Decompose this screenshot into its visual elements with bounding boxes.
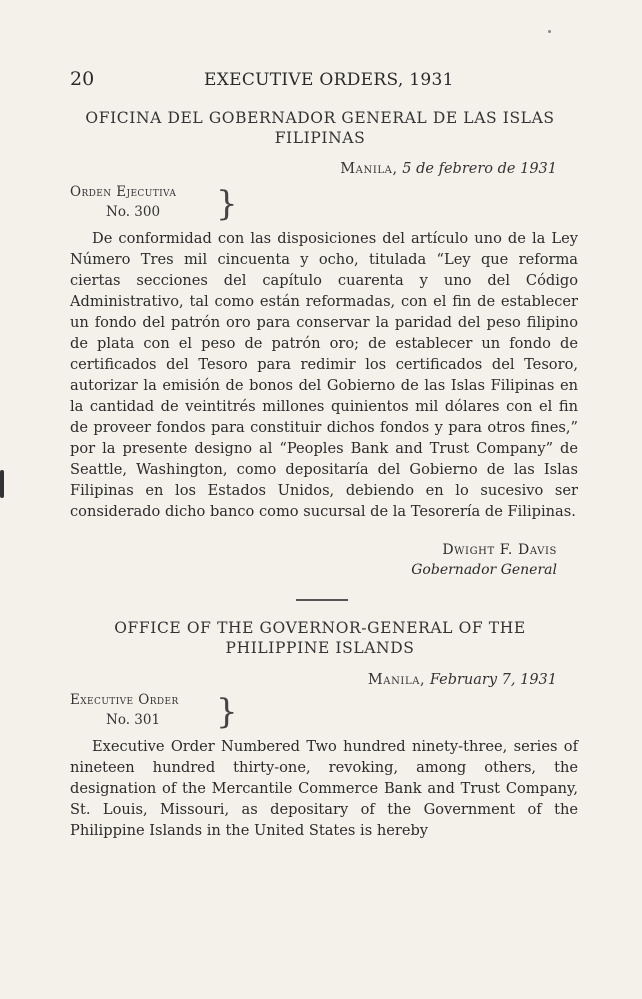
brace-glyph: } [216, 184, 238, 224]
signer-title: Gobernador General [411, 562, 557, 578]
order-body-es [70, 228, 578, 522]
paper-speck [548, 30, 551, 33]
dateline-es [340, 161, 557, 177]
order-number: No. 300 [106, 204, 161, 220]
body-paragraph: De conformidad con las disposiciones del artículo uno de la Ley Número Tres mil cincuenta y ocho, titulada “Ley que reforma ciertas secciones del capítulo cuarenta y uno del Código Administrativo, tal como están reformadas, con el fin de establecer un fondo del patrón oro para conservar la paridad del peso filipino de plata con el peso de patrón oro; de establecer un fondo de certificados del Tesoro para redimir los certificados del Tesoro, autorizar la emisión de bonos del Gobierno de las Islas Filipinas en la cantidad de veintitrés millones quinientos mil dólares con el fin de proveer fondos para constituir dichos fondos y para otros fines,” por la presente designo al “Peoples Bank and Trust Company” de Seattle, Washington, como depositaría del Gobierno de las Islas Filipinas en los Estados Unidos, debiendo en lo sucesivo ser considerado dicho banco como sucursal de la Tesorería de Filipinas. [70, 230, 578, 520]
dateline-en [368, 672, 557, 688]
dateline-date: 5 de febrero de 1931 [402, 161, 557, 177]
order-label: Orden Ejecutiva [70, 184, 177, 200]
order-label: Executive Order [70, 692, 179, 708]
signer-name: Dwight F. Davis [442, 542, 557, 558]
order-number: No. 301 [106, 712, 161, 728]
body-paragraph: Executive Order Numbered Two hundred ninety-three, series of nineteen hundred thirty-one, revoking, among others, the designation of the Mercantile Commerce Bank and Trust Company, St. Louis, Missouri, as depositary of the Government of the Philippine Islands in the United States is hereby [70, 738, 578, 839]
order-number-block-es [70, 184, 270, 228]
running-title: EXECUTIVE ORDERS, 1931 [204, 70, 454, 90]
order-body-en [70, 736, 578, 841]
office-heading-en: OFFICE OF THE GOVERNOR-GENERAL OF THE PHILIPPINE ISLANDS [114, 619, 526, 657]
page-number: 20 [70, 68, 95, 90]
office-heading-es: OFICINA DEL GOBERNADOR GENERAL DE LAS ISLAS FILIPINAS [85, 109, 555, 147]
dateline-place: Manila, [367, 672, 426, 688]
brace-glyph: } [216, 692, 238, 732]
dateline-date: February 7, 1931 [429, 672, 557, 688]
page-edge-mark [0, 470, 4, 498]
running-header [70, 68, 570, 94]
section-divider [296, 599, 348, 601]
dateline-place: Manila, [340, 161, 398, 177]
order-number-block-en [70, 692, 270, 736]
signature-block [411, 540, 557, 580]
